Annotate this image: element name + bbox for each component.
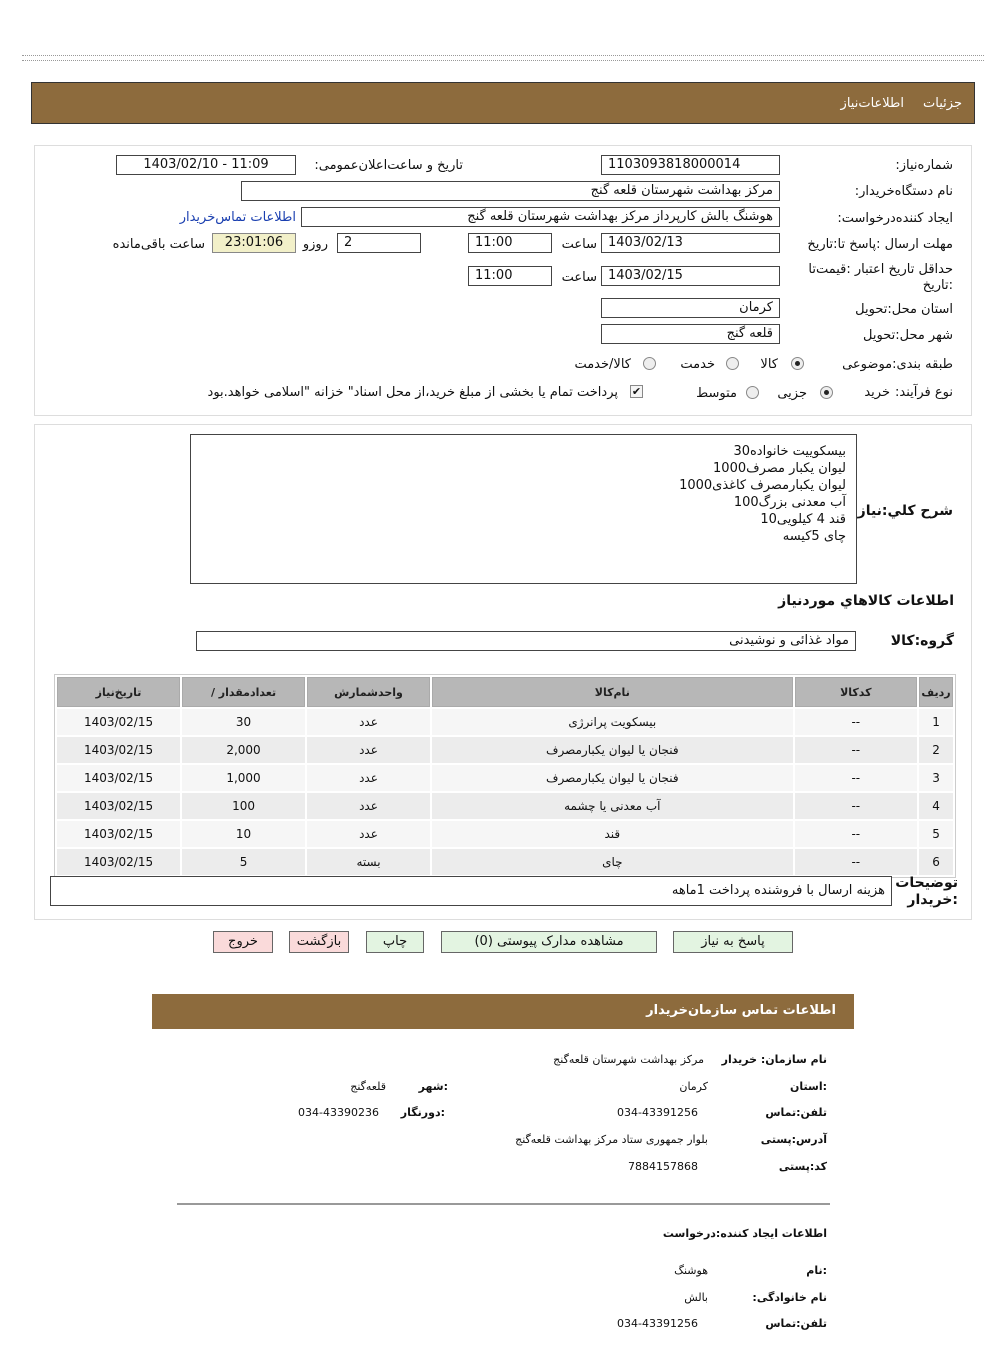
table-row bbox=[57, 849, 953, 875]
cell-code: -- bbox=[795, 821, 917, 847]
cell-need-date: 1403/02/15 bbox=[57, 821, 180, 847]
announce-label: تاریخ و ساعت‌اعلان‌عمومی: bbox=[314, 158, 463, 173]
description-line: لیوان یکبارمصرف کاغذی1000 bbox=[679, 478, 846, 493]
creator-label: ایجاد کننده‌درخواست: bbox=[837, 211, 953, 226]
contact-divider bbox=[177, 1203, 830, 1205]
cell-unit: عدد bbox=[307, 737, 430, 763]
category-label: طبقه بندی:موضوعی bbox=[842, 357, 953, 372]
cell-code: -- bbox=[795, 793, 917, 819]
table-row bbox=[57, 821, 953, 847]
reply-time-field: 11:00 bbox=[468, 233, 552, 253]
cell-name: فنجان یا لیوان یکبارمصرف bbox=[432, 765, 793, 791]
buyer-org-field: مرکز بهداشت شهرستان قلعه گنج bbox=[241, 181, 780, 201]
org-label: نام سازمان: خریدار bbox=[721, 1053, 827, 1066]
city-field: قلعه گنج bbox=[601, 324, 780, 344]
description-line: چای 5کیسه bbox=[782, 529, 846, 544]
family-value: بالش bbox=[684, 1291, 708, 1304]
process-option-medium: متوسط bbox=[696, 386, 737, 401]
validity-label-1: حداقل تاریخ اعتبار :قیمت‌تا bbox=[808, 262, 953, 277]
process-type: خرید bbox=[864, 385, 890, 400]
table-row bbox=[57, 765, 953, 791]
address-label: آدرس:پستی bbox=[760, 1133, 827, 1146]
print-button[interactable]: چاپ bbox=[366, 931, 424, 953]
cell-name: بیسکویت پرانرژی bbox=[432, 709, 793, 735]
exit-button[interactable]: خروج bbox=[213, 931, 273, 953]
category-option-service: خدمت bbox=[680, 357, 715, 372]
cell-row: 6 bbox=[919, 849, 953, 875]
reply-time-label: ساعت bbox=[561, 237, 597, 252]
city-label: شهر محل:تحویل bbox=[863, 328, 953, 343]
cell-code: -- bbox=[795, 765, 917, 791]
cell-name: قند bbox=[432, 821, 793, 847]
contact-province-value: کرمان bbox=[679, 1080, 708, 1093]
cell-row: 2 bbox=[919, 737, 953, 763]
contact-header bbox=[152, 994, 854, 1029]
col-code: کدکالا bbox=[795, 677, 917, 707]
page-header bbox=[31, 82, 975, 124]
province-label: استان محل:تحویل bbox=[855, 302, 953, 317]
col-quantity: تعداد‌مقدار / bbox=[182, 677, 305, 707]
category-option-goods: کالا bbox=[760, 357, 778, 372]
cell-name: چای bbox=[432, 849, 793, 875]
cell-need-date: 1403/02/15 bbox=[57, 709, 180, 735]
cell-need-date: 1403/02/15 bbox=[57, 765, 180, 791]
buyer-notes-field: هزینه ارسال با فروشنده پرداخت 1ماهه bbox=[50, 876, 892, 906]
description-line: لیوان یکبار مصرف1000 bbox=[713, 461, 846, 476]
cell-row: 1 bbox=[919, 709, 953, 735]
fax-label: :دورنگار bbox=[400, 1106, 445, 1119]
cell-unit: عدد bbox=[307, 793, 430, 819]
reply-deadline-label: مهلت ارسال :پاسخ تا:تاریخ bbox=[807, 237, 953, 252]
cell-code: -- bbox=[795, 709, 917, 735]
buyer-org-label: نام دستگاه‌خریدار: bbox=[854, 184, 953, 199]
goods-table bbox=[54, 674, 956, 878]
creator-info-title: اطلاعات ایجاد کننده:درخواست bbox=[662, 1227, 827, 1240]
cell-need-date: 1403/02/15 bbox=[57, 737, 180, 763]
col-name: نام‌کالا bbox=[432, 677, 793, 707]
description-line: قند 4 کیلویی10 bbox=[760, 512, 846, 527]
days-label: روزو bbox=[302, 237, 328, 252]
category-radio-service[interactable] bbox=[726, 357, 739, 370]
validity-time-field: 11:00 bbox=[468, 266, 552, 286]
table-row bbox=[57, 793, 953, 819]
buyer-notes-label-1: توضیحات bbox=[895, 875, 958, 891]
cell-unit: بسته bbox=[307, 849, 430, 875]
description-line: آب معدنی بزرگ100 bbox=[733, 495, 846, 510]
postal-label: کد:پستی bbox=[778, 1160, 827, 1173]
contact-phone-label: تلفن:تماس bbox=[765, 1106, 827, 1119]
family-label: نام خانوادگی: bbox=[752, 1291, 827, 1304]
cell-quantity: 30 bbox=[182, 709, 305, 735]
creator-phone-label: تلفن:تماس bbox=[765, 1317, 827, 1330]
cell-unit: عدد bbox=[307, 709, 430, 735]
goods-group-field: مواد غذائی و نوشیدنی bbox=[196, 631, 856, 651]
fax-value: 034-43390236 bbox=[298, 1106, 379, 1119]
remaining-time-field: 23:01:06 bbox=[212, 233, 296, 253]
contact-city-value: قلعه‌گنج bbox=[350, 1080, 386, 1093]
cell-row: 5 bbox=[919, 821, 953, 847]
contact-city-label: :شهر bbox=[418, 1080, 448, 1093]
cell-code: -- bbox=[795, 737, 917, 763]
reply-date-field: 1403/02/13 bbox=[601, 233, 780, 253]
treasury-payment-note: پرداخت تمام یا بخشی از مبلغ خرید،از محل اسناد" خزانه "اسلامی خواهد.بود bbox=[207, 385, 618, 400]
goods-group-label: گروه:کالا bbox=[890, 633, 954, 649]
category-radio-goods-service[interactable] bbox=[643, 357, 656, 370]
cell-code: -- bbox=[795, 849, 917, 875]
goods-section-title: اطلاعات کالاهاي موردنياز bbox=[778, 593, 954, 609]
attachments-button[interactable]: مشاهده مدارک پیوستی (0) bbox=[441, 931, 657, 953]
process-option-partial: جزیی bbox=[777, 386, 807, 401]
description-line: بیسکوییت خانواده30 bbox=[733, 444, 846, 459]
process-radio-partial[interactable] bbox=[820, 386, 833, 399]
contact-title: اطلاعات تماس سازمان‌خریدار bbox=[646, 1003, 836, 1018]
cell-need-date: 1403/02/15 bbox=[57, 793, 180, 819]
cell-name: فنجان یا لیوان یکبارمصرف bbox=[432, 737, 793, 763]
cell-quantity: 5 bbox=[182, 849, 305, 875]
treasury-payment-checkbox[interactable]: ✔ bbox=[631, 385, 642, 398]
cell-quantity: 2,000 bbox=[182, 737, 305, 763]
validity-label-2: :تاریخ bbox=[922, 278, 953, 293]
col-unit: واحدشمارش bbox=[307, 677, 430, 707]
remaining-time-label: ساعت باقی‌مانده bbox=[112, 237, 205, 252]
back-button[interactable]: بازگشت bbox=[289, 931, 349, 953]
cell-name: آب معدنی یا چشمه bbox=[432, 793, 793, 819]
top-divider bbox=[22, 55, 984, 61]
announce-field: 1403/02/10 - 11:09 bbox=[116, 155, 296, 175]
goods-table-header bbox=[57, 677, 953, 707]
cell-row: 4 bbox=[919, 793, 953, 819]
name-label: :نام bbox=[806, 1264, 827, 1277]
col-row: رديف bbox=[919, 677, 953, 707]
buyer-contact-link[interactable]: اطلاعات تماس‌خریدار bbox=[179, 210, 296, 225]
postal-value: 7884157868 bbox=[628, 1160, 698, 1173]
category-radio-goods[interactable] bbox=[791, 357, 804, 370]
validity-time-label: ساعت bbox=[561, 270, 597, 285]
cell-unit: عدد bbox=[307, 765, 430, 791]
process-radio-medium[interactable] bbox=[746, 386, 759, 399]
contact-province-label: :استان bbox=[790, 1080, 827, 1093]
category-option-goods-service: کالا/خدمت bbox=[574, 357, 631, 372]
cell-need-date: 1403/02/15 bbox=[57, 849, 180, 875]
need-number-label: شماره‌نیاز: bbox=[895, 158, 953, 173]
days-field: 2 bbox=[337, 233, 421, 253]
contact-phone-value: 034-43391256 bbox=[617, 1106, 698, 1119]
description-box bbox=[190, 434, 857, 584]
org-value: مرکز بهداشت شهرستان قلعه‌گنج bbox=[553, 1053, 704, 1066]
province-field: کرمان bbox=[601, 298, 780, 318]
process-label: نوع فرآیند: bbox=[895, 385, 953, 400]
tab-need-info[interactable]: اطلاعات‌نیاز bbox=[840, 96, 904, 111]
validity-date-field: 1403/02/15 bbox=[601, 266, 780, 286]
table-row bbox=[57, 709, 953, 735]
need-number-field: 1103093818000014 bbox=[601, 155, 780, 175]
buyer-notes-label-2: :خریدار bbox=[907, 892, 958, 908]
cell-unit: عدد bbox=[307, 821, 430, 847]
name-value: هوشنگ bbox=[674, 1264, 708, 1277]
creator-phone-value: 034-43391256 bbox=[617, 1317, 698, 1330]
cell-quantity: 1,000 bbox=[182, 765, 305, 791]
cell-quantity: 10 bbox=[182, 821, 305, 847]
cell-quantity: 100 bbox=[182, 793, 305, 819]
reply-button[interactable]: پاسخ به نیاز bbox=[673, 931, 793, 953]
cell-row: 3 bbox=[919, 765, 953, 791]
col-need-date: تاریخ‌نیاز bbox=[57, 677, 180, 707]
address-value: بلوار جمهوری ستاد مرکز بهداشت قلعه‌گنج bbox=[515, 1133, 708, 1146]
description-label: شرح کلي:نياز bbox=[857, 503, 953, 519]
creator-field: هوشنگ بالش کارپرداز مرکز بهداشت شهرستان قلعه گنج bbox=[301, 207, 780, 227]
tab-details[interactable]: جزئیات bbox=[923, 96, 962, 111]
table-row bbox=[57, 737, 953, 763]
